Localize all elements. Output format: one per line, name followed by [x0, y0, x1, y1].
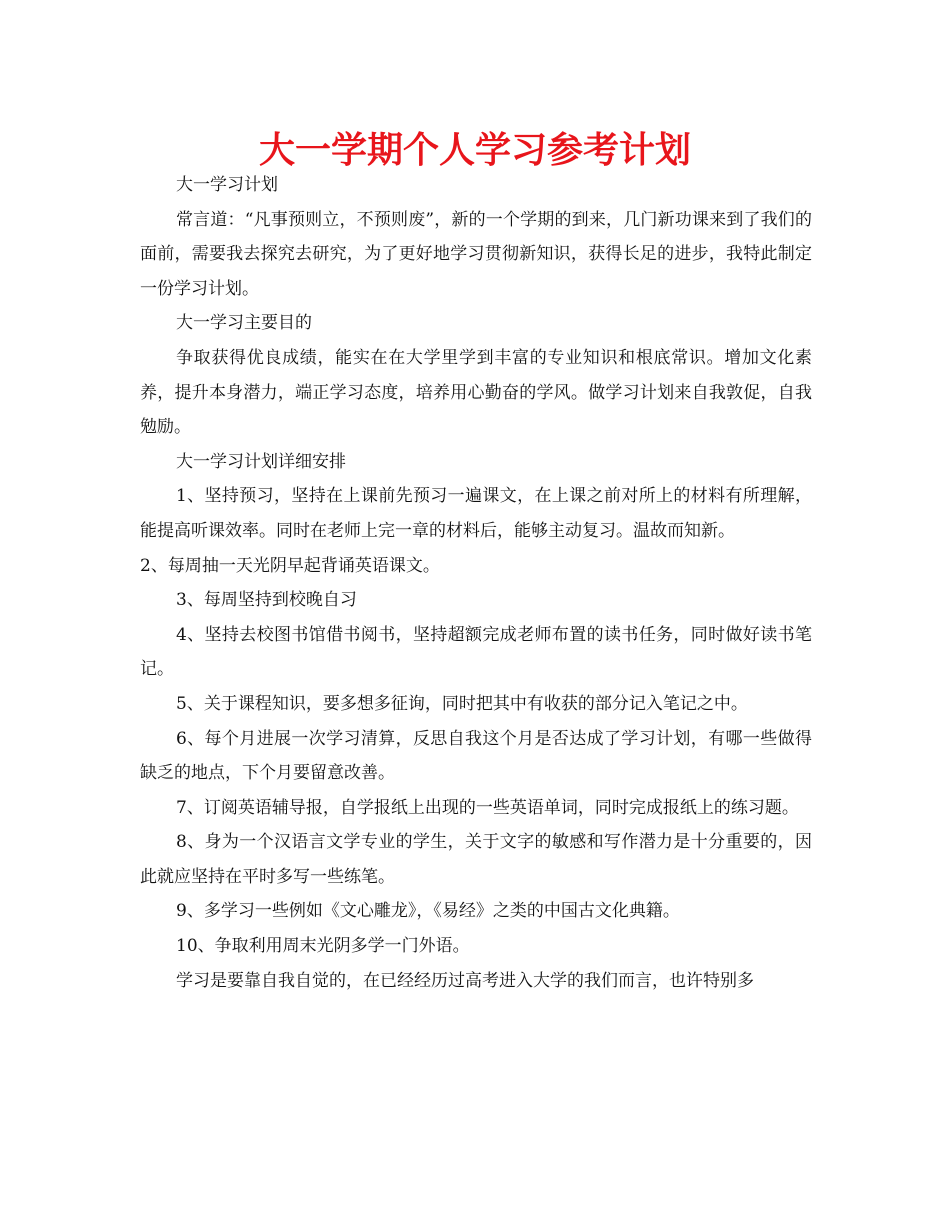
list-item: 5、关于课程知识，要多想多征询，同时把其中有收获的部分记入笔记之中。: [176, 693, 748, 714]
paragraph-heading: 大一学习计划: [176, 175, 278, 195]
paragraph-heading: 大一学习主要目的: [176, 313, 312, 334]
list-item: 7、订阅英语辅导报，自学报纸上出现的一些英语单词，同时完成报纸上的练习题。: [176, 797, 799, 818]
list-item: 8、身为一个汉语言文学专业的学生，关于文字的敏感和写作潜力是十分重要的，因此就应坚持在平时多写一些练笔。: [140, 832, 812, 887]
paragraph: 争取获得优良成绩，能实在在大学里学到丰富的专业知识和根底常识。增加文化素养，提升本身潜力，端正学习态度，培养用心勤奋的学风。做学习计划来自我敦促，自我勉励。: [140, 347, 812, 438]
list-item: 3、每周坚持到校晚自习: [176, 590, 357, 611]
paragraph-heading: 大一学习计划详细安排: [176, 451, 346, 472]
list-item: 2、每周抽一天光阴早起背诵英语课文。: [140, 555, 440, 576]
list-item: 10、争取利用周末光阴多学一门外语。: [176, 936, 470, 957]
list-item: 1、坚持预习，坚持在上课前先预习一遍课文，在上课之前对所上的材料有所理解，能提高听课效率。同时在老师上完一章的材料后，能够主动复习。温故而知新。: [140, 486, 812, 541]
document-body: [140, 168, 812, 998]
list-item: 9、多学习一些例如《文心雕龙》，《易经》之类的中国古文化典籍。: [176, 901, 680, 922]
list-item: 4、坚持去校图书馆借书阅书，坚持超额完成老师布置的读书任务，同时做好读书笔记。: [140, 624, 812, 680]
list-item: 6、每个月进展一次学习清算，反思自我这个月是否达成了学习计划，有哪一些做得缺乏的地点，下个月要留意改善。: [140, 728, 812, 784]
paragraph: 常言道：“凡事预则立，不预则废”，新的一个学期的到来，几门新功课来到了我们的面前，需要我去探究去研究，为了更好地学习贯彻新知识，获得长足的进步，我特此制定一份学习计划。: [140, 209, 812, 299]
paragraph: 学习是要靠自我自觉的，在已经经历过高考进入大学的我们而言，也许特别多: [176, 970, 754, 991]
document-title: 大一学期个人学习参考计划: [258, 130, 691, 171]
